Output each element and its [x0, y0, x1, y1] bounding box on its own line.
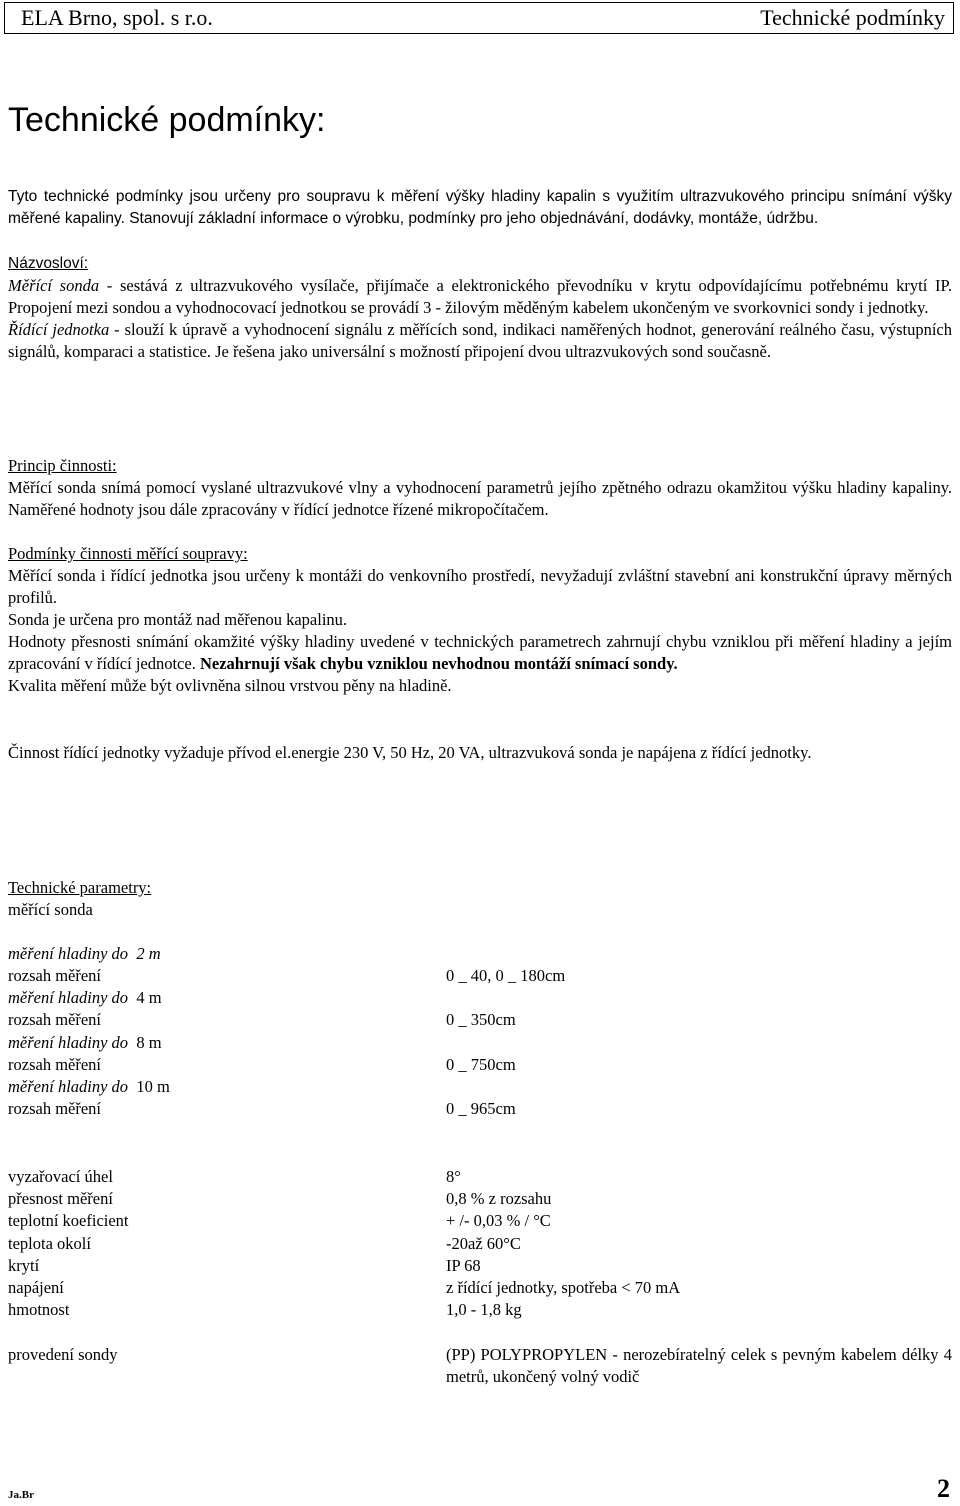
spec-label: vyzařovací úhel [8, 1167, 113, 1186]
range-value: 0 _ 350cm [446, 1010, 516, 1029]
range-label: rozsah měření [8, 1099, 101, 1118]
jednotka-term: Řídící jednotka [8, 320, 110, 339]
provedeni-label: provedení sondy [8, 1345, 118, 1364]
range-label: měření hladiny do [8, 1033, 129, 1052]
range-row [8, 943, 952, 965]
intro-paragraph: Tyto technické podmínky jsou určeny pro soupravu k měření výšky hladiny kapalin s využitím ultrazvukového principu snímání výšky měřené kapaliny. Stanovují základní informace o výrobku, podmínky pro jeho objednávání, dodávky, montáže, údržbu. [8, 188, 952, 227]
nazvoslovi-heading: Názvosloví: [8, 255, 89, 272]
range-row [8, 1009, 952, 1031]
spec-label: teplotní koeficient [8, 1211, 129, 1230]
page-number: 2 [937, 1474, 950, 1503]
spec-value: -20až 60°C [446, 1234, 521, 1253]
range-row [8, 987, 952, 1009]
napajeni-note: Činnost řídící jednotky vyžaduje přívod el.energie 230 V, 50 Hz, 20 VA, ultrazvuková sonda je napájena z řídící jednotky. [8, 743, 812, 762]
spec-row [8, 1166, 952, 1188]
footer-author: Ja.Br [8, 1489, 34, 1501]
spec-row [8, 1210, 952, 1232]
spec-value: IP 68 [446, 1256, 481, 1275]
range-row [8, 1098, 952, 1120]
page-header [4, 2, 954, 34]
podminky-p3: Hodnoty přesnosti snímání okamžité výšky hladiny uvedené v technických parametrech zahrnují chybu vzniklou při měření hladiny a jejím zpracování v řídící jednotce. [8, 632, 952, 673]
spec-label: napájení [8, 1278, 64, 1297]
range-label: rozsah měření [8, 1010, 101, 1029]
podminky-heading: Podmínky činnosti měřící soupravy: [8, 544, 248, 563]
range-label: rozsah měření [8, 966, 101, 985]
nazvoslovi-section [8, 252, 952, 363]
sonda-term: Měřící sonda [8, 276, 100, 295]
company-name: ELA Brno, spol. s r.o. [21, 5, 213, 30]
podminky-p2: Sonda je určena pro montáž nad měřenou kapalinu. [8, 610, 348, 629]
range-label: měření hladiny do [8, 1077, 129, 1096]
range-label: rozsah měření [8, 1055, 101, 1074]
spec-value: 0,8 % z rozsahu [446, 1189, 552, 1208]
podminky-section [8, 543, 952, 697]
range-height: 2 m [136, 944, 161, 963]
provedeni-value: (PP) POLYPROPYLEN - nerozebíratelný celek s pevným kabelem délky 4 metrů, ukončený volný vodič [446, 1345, 952, 1386]
range-label: měření hladiny do [8, 988, 129, 1007]
spec-value: z řídící jednotky, spotřeba < 70 mA [446, 1278, 681, 1297]
podminky-p4: Kvalita měření může být ovlivněna silnou vrstvou pěny na hladině. [8, 676, 452, 695]
range-value: 0 _ 750cm [446, 1055, 516, 1074]
spec-label: přesnost měření [8, 1189, 113, 1208]
range-row [8, 1032, 952, 1054]
spec-value: + /- 0,03 % / °C [446, 1211, 551, 1230]
range-row [8, 1076, 952, 1098]
page-title: Technické podmínky: [8, 101, 326, 139]
spec-label: teplota okolí [8, 1234, 91, 1253]
spec-row [8, 1233, 952, 1255]
podminky-p1: Měřící sonda i řídící jednotka jsou určeny k montáži do venkovního prostředí, nevyžadují zvláštní stavební ani konstrukční úpravy měrných profilů. [8, 566, 952, 607]
params-heading-block [8, 877, 952, 921]
spec-label: krytí [8, 1256, 40, 1275]
params-heading: Technické parametry: [8, 878, 152, 897]
params-subheading: měřící sonda [8, 900, 93, 919]
range-row [8, 1054, 952, 1076]
princip-text: Měřící sonda snímá pomocí vyslané ultrazvukové vlny a vyhodnocení parametrů jejího zpětného odrazu okamžitou výšku hladiny kapaliny. Naměřené hodnoty jsou dále zpracovány v řídící jednotce řízené mikropočítačem. [8, 478, 952, 519]
spec-row [8, 1188, 952, 1210]
spec-label: hmotnost [8, 1300, 70, 1319]
range-value: 0 _ 965cm [446, 1099, 516, 1118]
jednotka-text: - slouží k úpravě a vyhodnocení signálu z měřících sond, indikaci naměřených hodnot, generování reálného času, výstupních signálů, komparaci a statistice. Je řešena jako universální s možností připojení dvou ultrazvukových sond současně. [8, 320, 952, 361]
spec-row [8, 1277, 952, 1299]
princip-section [8, 455, 952, 521]
princip-heading: Princip činnosti: [8, 456, 117, 475]
header-section: Technické podmínky [760, 5, 945, 30]
range-label: měření hladiny do [8, 944, 129, 963]
range-row [8, 965, 952, 987]
sonda-text: - sestává z ultrazvukového vysílače, přijímače a elektronického převodníku v krytu odpovídajícímu potřebnému krytí IP. Propojení mezi sondou a vyhodnocovací jednotkou se provádí 3 - žilovým měděným kabelem ukončeným ve svorkovnici sondy i jednotky. [8, 276, 952, 317]
spec-value: 8° [446, 1167, 461, 1186]
spec-row [8, 1255, 952, 1277]
spec-value: 1,0 - 1,8 kg [446, 1300, 522, 1319]
range-height: 8 m [136, 1033, 162, 1052]
podminky-p3-bold: Nezahrnují však chybu vzniklou nevhodnou montáží snímací sondy. [199, 654, 678, 673]
range-value: 0 _ 40, 0 _ 180cm [446, 966, 566, 985]
provedeni-row [8, 1344, 952, 1388]
range-height: 10 m [136, 1077, 170, 1096]
spec-row [8, 1299, 952, 1321]
range-height: 4 m [136, 988, 162, 1007]
